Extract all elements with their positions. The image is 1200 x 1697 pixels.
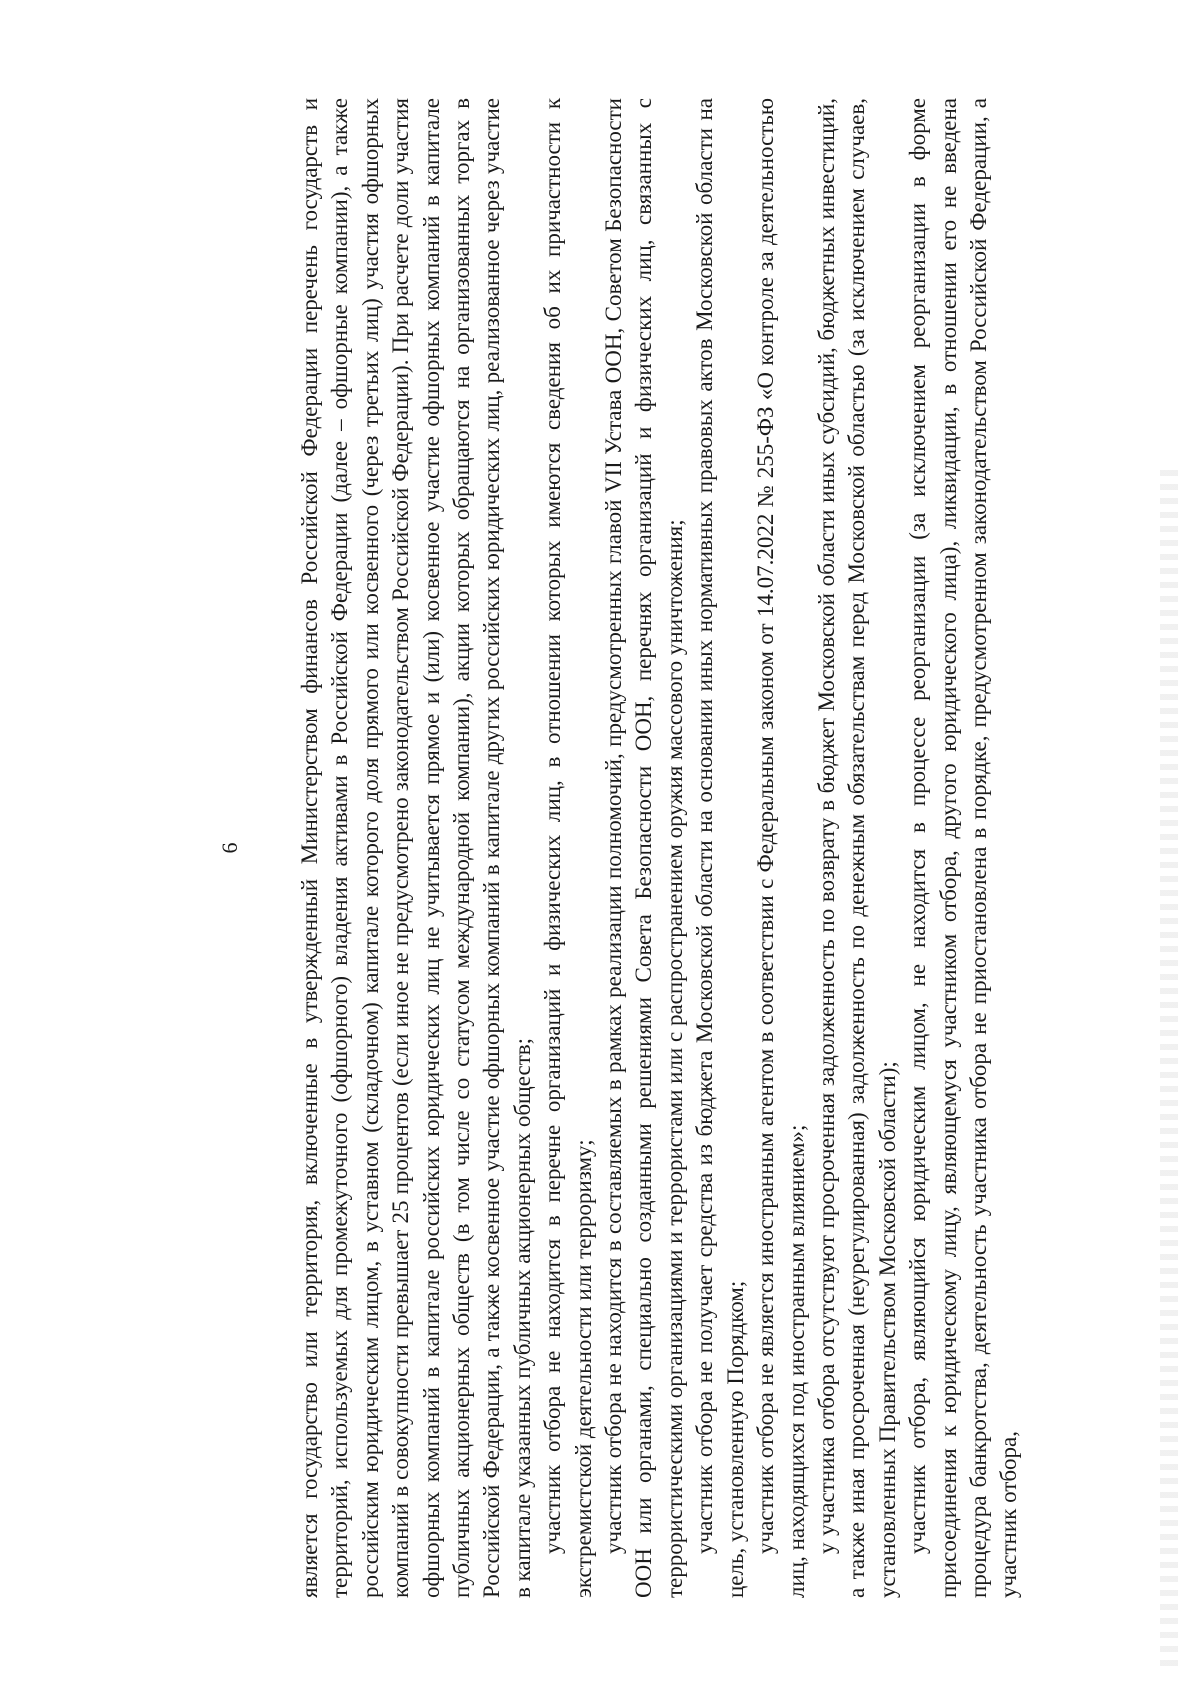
page-number: 6 <box>217 842 242 854</box>
document-body <box>295 98 1025 1598</box>
rotated-document-page <box>210 98 1022 1598</box>
paragraph-other-budget-funds: участник отбора не получает средства из бюджета Московской области на основании иных нормативных правовых актов Московской области на цель, установленную Порядком; <box>692 98 748 1598</box>
paragraph-offshore-companies: является государство или территория, включенные в утвержденный Министерством финансов Российской Федерации перечень государств и территорий, используемых для промежуточного (офшорного) владения активами в Российской Федерации (далее – офшорные компании), а также российским юридическим лицом, в уставном (складочном) капитале которого доля прямого или косвенного (через третьих лиц) участия офшорных компаний в совокупности превышает 25 процентов (если иное не предусмотрено законодательством Российской Федерации). При расчете доли участия офшорных компаний в капитале российских юридических лиц не учитывается прямое и (или) косвенное участие офшорных компаний в капитале публичных акционерных обществ (в том числе со статусом международной компании), акции которых обращаются на организованных торгах в Российской Федерации, а также косвенное участие офшорных компаний в капитале других российских юридических лиц, реализованное через участие в капитале указанных публичных акционерных обществ; <box>297 98 535 1598</box>
paragraph-un-sanctions-list: участник отбора не находится в составляемых в рамках реализации полномочий, предусмотренных главой VII Устава ООН, Советом Безопасности ООН или органами, специально созданными решениями Совета Безопасности ООН, перечнях организаций и физических лиц, связанных с террористическими организациями и террористами или с распространением оружия массового уничтожения; <box>601 98 687 1598</box>
scan-edge-artifact <box>1160 470 1178 1670</box>
paragraph-extremism-list: участник отбора не находится в перечне организаций и физических лиц, в отношении которых имеются сведения об их причастности к экстремистской деятельности или терроризму; <box>540 98 596 1598</box>
paragraph-foreign-agent: участник отбора не является иностранным агентом в соответствии с Федеральным законом от 14.07.2022 № 255-ФЗ «О контроле за деятельностью лиц, находящихся под иностранным влиянием»; <box>753 98 809 1598</box>
paragraph-reorganization: участник отбора, являющийся юридическим лицом, не находится в процессе реорганизации (за исключением реорганизации в форме присоединения к юридическому лицу, являющемуся участником отбора, другого юридического лица), ликвидации, в отношении его не введена процедура банкротства, деятельность участника отбора не приостановлена в порядке, предусмотренном законодательством Российской Федерации, а участник отбора, <box>905 98 1022 1598</box>
paragraph-overdue-debt: у участника отбора отсутствуют просроченная задолженность по возврату в бюджет Московской области иных субсидий, бюджетных инвестиций, а также иная просроченная (неурегулированная) задолженность по денежным обязательствам перед Московской областью (за исключением случаев, установленных Правительством Московской области); <box>813 98 900 1598</box>
